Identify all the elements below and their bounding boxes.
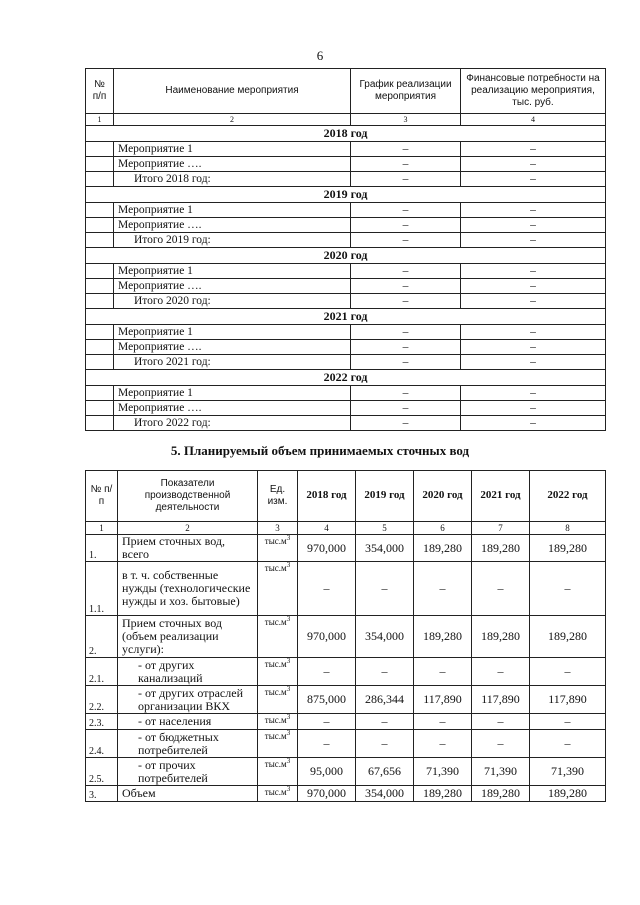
event-row xyxy=(86,218,606,233)
value-2021: – xyxy=(472,714,530,730)
event-row xyxy=(86,386,606,401)
unit-text: тыс.м xyxy=(264,759,287,769)
row-num-cell xyxy=(86,264,114,279)
value-2019: 354,000 xyxy=(356,786,414,802)
column-number: 7 xyxy=(472,522,530,535)
unit-cell xyxy=(258,658,298,686)
column-numbers-row xyxy=(86,522,606,535)
schedule-value: – xyxy=(351,325,461,340)
row-number: 2.4. xyxy=(86,730,118,758)
section-title: 5. Планируемый объем принимаемых сточных вод xyxy=(170,443,470,458)
table-row xyxy=(86,714,606,730)
year-group-row xyxy=(86,248,606,264)
header-year-2019: 2019 год xyxy=(356,471,414,522)
value-2021: 71,390 xyxy=(472,758,530,786)
value-2018: 970,000 xyxy=(298,616,356,658)
value-2019: 354,000 xyxy=(356,616,414,658)
header-year-2020: 2020 год xyxy=(414,471,472,522)
event-name: Мероприятие 1 xyxy=(114,203,351,218)
event-name: Мероприятие 1 xyxy=(114,142,351,157)
row-num-cell xyxy=(86,142,114,157)
column-number: 4 xyxy=(298,522,356,535)
indicator-name: - от других отраслей организации ВКХ xyxy=(118,686,258,714)
value-2020: – xyxy=(414,730,472,758)
unit-text: тыс.м xyxy=(264,563,287,573)
table-row xyxy=(86,686,606,714)
value-2021: 189,280 xyxy=(472,786,530,802)
indicator-name: Объем xyxy=(118,786,258,802)
finance-value: – xyxy=(461,157,606,172)
header-year-2022: 2022 год xyxy=(530,471,606,522)
row-num-cell xyxy=(86,416,114,431)
value-2020: 189,280 xyxy=(414,616,472,658)
row-num-cell xyxy=(86,325,114,340)
row-number: 2.5. xyxy=(86,758,118,786)
value-2020: 189,280 xyxy=(414,786,472,802)
event-row xyxy=(86,401,606,416)
event-name: Мероприятие …. xyxy=(114,218,351,233)
year-label: 2019 год xyxy=(86,187,606,203)
finance-value: – xyxy=(461,279,606,294)
year-label: 2020 год xyxy=(86,248,606,264)
value-2020: – xyxy=(414,562,472,616)
value-2018: 970,000 xyxy=(298,786,356,802)
total-row xyxy=(86,416,606,431)
table-row xyxy=(86,758,606,786)
value-2019: 67,656 xyxy=(356,758,414,786)
schedule-value: – xyxy=(351,142,461,157)
value-2022: – xyxy=(530,658,606,686)
value-2020: 189,280 xyxy=(414,535,472,562)
finance-value: – xyxy=(461,325,606,340)
unit-exponent: 3 xyxy=(286,785,291,793)
row-number: 2.1. xyxy=(86,658,118,686)
event-name: Мероприятие …. xyxy=(114,279,351,294)
value-2022: – xyxy=(530,714,606,730)
schedule-value: – xyxy=(351,203,461,218)
finance-value: – xyxy=(461,233,606,248)
finance-value: – xyxy=(461,294,606,309)
wastewater-volume-table xyxy=(85,470,606,802)
schedule-value: – xyxy=(351,386,461,401)
indicator-name: Прием сточных вод (объем реализации услуги): xyxy=(118,616,258,658)
unit-exponent: 3 xyxy=(286,713,291,721)
header-event-name: Наименование мероприятия xyxy=(114,69,351,114)
event-row xyxy=(86,325,606,340)
event-name: Мероприятие …. xyxy=(114,401,351,416)
unit-text: тыс.м xyxy=(264,731,287,741)
event-name: Итого 2019 год: xyxy=(114,233,351,248)
schedule-value: – xyxy=(351,218,461,233)
total-row xyxy=(86,355,606,370)
table-row xyxy=(86,562,606,616)
finance-value: – xyxy=(461,355,606,370)
finance-value: – xyxy=(461,416,606,431)
value-2019: – xyxy=(356,562,414,616)
value-2021: – xyxy=(472,562,530,616)
value-2018: 970,000 xyxy=(298,535,356,562)
year-group-row xyxy=(86,309,606,325)
schedule-value: – xyxy=(351,233,461,248)
page-number: 6 xyxy=(316,48,324,63)
unit-text: тыс.м xyxy=(264,715,287,725)
total-row xyxy=(86,172,606,187)
event-name: Мероприятие …. xyxy=(114,340,351,355)
header-year-2018: 2018 год xyxy=(298,471,356,522)
header-unit: Ед. изм. xyxy=(258,471,298,522)
total-row xyxy=(86,233,606,248)
unit-cell xyxy=(258,714,298,730)
schedule-value: – xyxy=(351,294,461,309)
unit-cell xyxy=(258,758,298,786)
finance-value: – xyxy=(461,386,606,401)
table-header xyxy=(86,471,606,522)
finance-value: – xyxy=(461,401,606,416)
column-number: 1 xyxy=(86,114,114,126)
event-row xyxy=(86,264,606,279)
table-row xyxy=(86,786,606,802)
event-row xyxy=(86,203,606,218)
unit-cell xyxy=(258,616,298,658)
event-name: Итого 2022 год: xyxy=(114,416,351,431)
event-name: Мероприятие …. xyxy=(114,157,351,172)
schedule-value: – xyxy=(351,172,461,187)
schedule-value: – xyxy=(351,401,461,416)
row-number: 2.2. xyxy=(86,686,118,714)
unit-exponent: 3 xyxy=(286,561,291,569)
table-row xyxy=(86,658,606,686)
value-2019: – xyxy=(356,714,414,730)
header-num: № п/п xyxy=(86,69,114,114)
column-numbers-row xyxy=(86,114,606,126)
unit-cell xyxy=(258,686,298,714)
indicator-name: - от бюджетных потребителей xyxy=(118,730,258,758)
unit-text: тыс.м xyxy=(264,687,287,697)
column-number: 2 xyxy=(118,522,258,535)
row-num-cell xyxy=(86,172,114,187)
header-finance: Финансовые потребности на реализацию мероприятия, тыс. руб. xyxy=(461,69,606,114)
column-number: 5 xyxy=(356,522,414,535)
header-schedule: График реализации мероприятия xyxy=(351,69,461,114)
value-2020: 71,390 xyxy=(414,758,472,786)
year-label: 2021 год xyxy=(86,309,606,325)
schedule-value: – xyxy=(351,157,461,172)
table-row xyxy=(86,730,606,758)
year-group-row xyxy=(86,126,606,142)
value-2021: – xyxy=(472,658,530,686)
row-num-cell xyxy=(86,279,114,294)
schedule-value: – xyxy=(351,355,461,370)
value-2020: – xyxy=(414,714,472,730)
value-2022: 189,280 xyxy=(530,616,606,658)
event-row xyxy=(86,279,606,294)
year-group-row xyxy=(86,370,606,386)
year-group-row xyxy=(86,187,606,203)
unit-cell xyxy=(258,562,298,616)
row-num-cell xyxy=(86,386,114,401)
table-header xyxy=(86,69,606,114)
row-number: 3. xyxy=(86,786,118,802)
unit-text: тыс.м xyxy=(264,787,287,797)
row-num-cell xyxy=(86,355,114,370)
column-number: 1 xyxy=(86,522,118,535)
unit-cell xyxy=(258,535,298,562)
finance-value: – xyxy=(461,340,606,355)
row-number: 2. xyxy=(86,616,118,658)
table-row xyxy=(86,535,606,562)
value-2019: – xyxy=(356,730,414,758)
value-2021: – xyxy=(472,730,530,758)
value-2018: – xyxy=(298,658,356,686)
event-name: Мероприятие 1 xyxy=(114,386,351,401)
finance-value: – xyxy=(461,264,606,279)
header-num: № п/п xyxy=(86,471,118,522)
unit-exponent: 3 xyxy=(286,534,291,542)
value-2022: 189,280 xyxy=(530,786,606,802)
header-year-2021: 2021 год xyxy=(472,471,530,522)
unit-exponent: 3 xyxy=(286,657,291,665)
value-2018: – xyxy=(298,730,356,758)
value-2022: – xyxy=(530,730,606,758)
schedule-value: – xyxy=(351,416,461,431)
unit-exponent: 3 xyxy=(286,729,291,737)
row-number: 1.1. xyxy=(86,562,118,616)
value-2021: 117,890 xyxy=(472,686,530,714)
indicator-name: Прием сточных вод, всего xyxy=(118,535,258,562)
event-row xyxy=(86,142,606,157)
row-num-cell xyxy=(86,294,114,309)
column-number: 8 xyxy=(530,522,606,535)
unit-exponent: 3 xyxy=(286,615,291,623)
row-num-cell xyxy=(86,340,114,355)
unit-cell xyxy=(258,730,298,758)
unit-text: тыс.м xyxy=(264,536,287,546)
row-num-cell xyxy=(86,233,114,248)
indicator-name: - от других канализаций xyxy=(118,658,258,686)
total-row xyxy=(86,294,606,309)
value-2019: – xyxy=(356,658,414,686)
value-2022: 189,280 xyxy=(530,535,606,562)
unit-cell xyxy=(258,786,298,802)
finance-value: – xyxy=(461,172,606,187)
row-num-cell xyxy=(86,401,114,416)
event-name: Мероприятие 1 xyxy=(114,325,351,340)
schedule-value: – xyxy=(351,279,461,294)
event-name: Итого 2018 год: xyxy=(114,172,351,187)
row-number: 1. xyxy=(86,535,118,562)
schedule-value: – xyxy=(351,264,461,279)
value-2019: 354,000 xyxy=(356,535,414,562)
value-2021: 189,280 xyxy=(472,535,530,562)
column-number: 2 xyxy=(114,114,351,126)
value-2022: 117,890 xyxy=(530,686,606,714)
header-indicator: Показатели производственной деятельности xyxy=(118,471,258,522)
indicator-name: - от прочих потребителей xyxy=(118,758,258,786)
event-name: Итого 2020 год: xyxy=(114,294,351,309)
unit-exponent: 3 xyxy=(286,685,291,693)
event-row xyxy=(86,157,606,172)
column-number: 6 xyxy=(414,522,472,535)
finance-value: – xyxy=(461,218,606,233)
row-number: 2.3. xyxy=(86,714,118,730)
value-2022: 71,390 xyxy=(530,758,606,786)
value-2020: 117,890 xyxy=(414,686,472,714)
value-2022: – xyxy=(530,562,606,616)
event-name: Итого 2021 год: xyxy=(114,355,351,370)
column-number: 3 xyxy=(258,522,298,535)
finance-value: – xyxy=(461,203,606,218)
row-num-cell xyxy=(86,157,114,172)
column-number: 4 xyxy=(461,114,606,126)
unit-exponent: 3 xyxy=(286,757,291,765)
value-2018: – xyxy=(298,714,356,730)
indicator-name: - от населения xyxy=(118,714,258,730)
finance-value: – xyxy=(461,142,606,157)
value-2018: – xyxy=(298,562,356,616)
value-2021: 189,280 xyxy=(472,616,530,658)
events-table xyxy=(85,68,606,431)
value-2019: 286,344 xyxy=(356,686,414,714)
year-label: 2018 год xyxy=(86,126,606,142)
table-row xyxy=(86,616,606,658)
row-num-cell xyxy=(86,203,114,218)
row-num-cell xyxy=(86,218,114,233)
value-2018: 875,000 xyxy=(298,686,356,714)
unit-text: тыс.м xyxy=(264,617,287,627)
indicator-name: в т. ч. собственные нужды (технологические нужды и хоз. бытовые) xyxy=(118,562,258,616)
unit-text: тыс.м xyxy=(264,659,287,669)
value-2020: – xyxy=(414,658,472,686)
schedule-value: – xyxy=(351,340,461,355)
year-label: 2022 год xyxy=(86,370,606,386)
event-row xyxy=(86,340,606,355)
event-name: Мероприятие 1 xyxy=(114,264,351,279)
column-number: 3 xyxy=(351,114,461,126)
value-2018: 95,000 xyxy=(298,758,356,786)
